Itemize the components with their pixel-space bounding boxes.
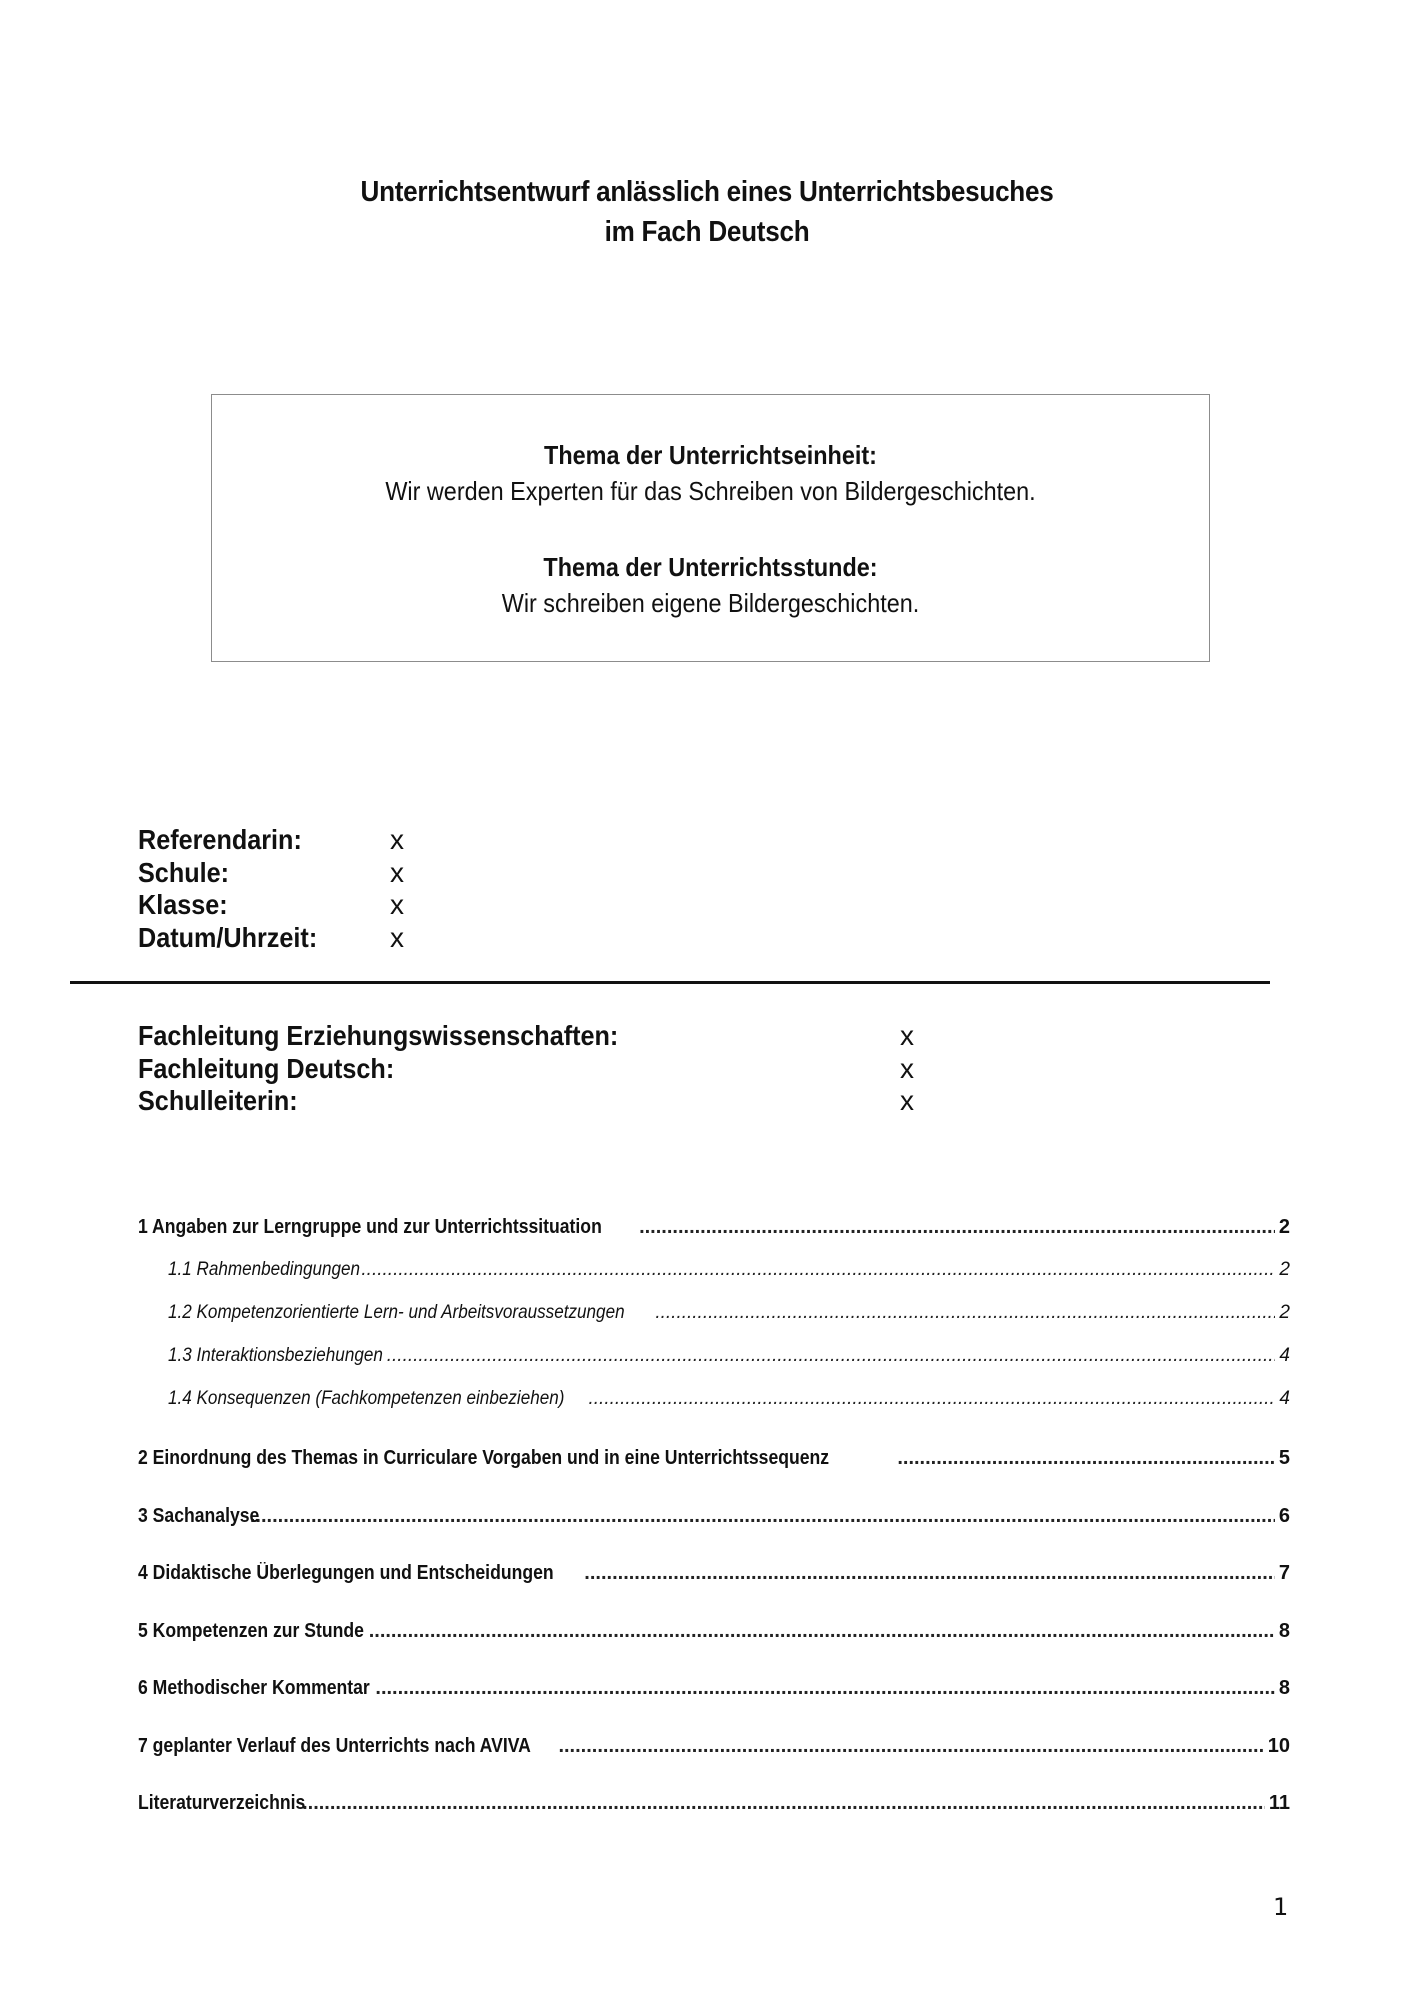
info-row-fachleitung-deutsch [138,1052,914,1086]
info-value: x [900,1020,914,1051]
document-title [71,172,1344,252]
toc-leader-dots [369,1620,1275,1643]
toc-entry-page: 2 [1278,1216,1290,1238]
supervisor-info [138,1020,914,1118]
info-row-datum [138,921,404,955]
toc-entry-page: 7 [1278,1562,1290,1584]
toc-entry-page: 11 [1268,1792,1290,1814]
info-label: Schulleiterin: [138,1085,298,1116]
lesson-theme-value: Wir schreiben eigene Bildergeschichten. [501,588,920,618]
toc-entry-page: 6 [1278,1505,1290,1527]
info-value: x [900,1052,914,1084]
toc-leader-dots [558,1735,1263,1758]
toc-entry-title: 7 geplanter Verlauf des Unterrichts nach AVIVA [138,1735,531,1757]
toc-entry-page: 4 [1279,1388,1290,1409]
toc-entry-title: 5 Kompetenzen zur Stunde [138,1620,364,1642]
info-label: Referendarin: [138,824,302,855]
toc-entry[interactable] [138,1345,1290,1367]
info-value: x [390,824,404,855]
toc-entry[interactable] [138,1562,1290,1585]
toc-leader-dots [375,1677,1274,1700]
info-row-referendarin [138,824,404,857]
unit-theme-value: Wir werden Experten für das Schreiben von Bildergeschichten. [385,476,1036,506]
toc-entry-title: 1.3 Interaktionsbeziehungen [168,1345,383,1366]
title-line-1: Unterrichtsentwurf anlässlich eines Unterrichtsbesuches [360,176,1054,208]
lesson-theme-label: Thema der Unterrichtsstunde: [543,552,878,582]
info-label: Klasse: [138,889,228,920]
toc-leader-dots [387,1345,1276,1367]
toc-entry-title: 1.2 Kompetenzorientierte Lern- und Arbeitsvoraussetzungen [168,1302,625,1323]
title-line-2: im Fach Deutsch [604,216,810,248]
info-row-fachleitung-ew [138,1020,914,1053]
info-label: Fachleitung Erziehungswissenschaften: [138,1020,619,1051]
toc-entry-page: 2 [1279,1259,1290,1280]
unit-theme-label: Thema der Unterrichtseinheit: [544,440,877,470]
info-value: x [390,889,404,920]
toc-entry-title: 6 Methodischer Kommentar [138,1677,370,1699]
info-label: Schule: [138,856,230,888]
toc-entry[interactable] [138,1677,1290,1700]
info-label: Fachleitung Deutsch: [138,1052,395,1084]
toc-entry[interactable] [138,1505,1290,1528]
toc-entry-title: 4 Didaktische Überlegungen und Entscheidungen [138,1562,554,1584]
toc-entry-title: 1.4 Konsequenzen (Fachkompetenzen einbeziehen) [168,1388,565,1409]
toc-entry-page: 5 [1278,1447,1290,1469]
theme-box [211,394,1210,662]
toc-leader-dots [584,1562,1275,1585]
toc-entry-title: 1 Angaben zur Lerngruppe und zur Unterrichtssituation [138,1216,602,1238]
toc-entry-title: 2 Einordnung des Themas in Curriculare Vorgaben und in eine Unterrichtssequenz [138,1447,830,1469]
toc-entry-title: Literaturverzeichnis [138,1792,306,1814]
toc-entry-title: 1.1 Rahmenbedingungen [168,1259,361,1280]
info-label: Datum/Uhrzeit: [138,921,318,953]
toc-leader-dots [655,1302,1275,1324]
trainee-info [138,824,404,954]
toc-entry[interactable] [138,1447,1290,1470]
toc-entry[interactable] [138,1388,1290,1410]
info-row-schulleiterin [138,1085,914,1118]
horizontal-divider [70,981,1270,984]
toc-entry-page: 8 [1278,1620,1290,1642]
toc-leader-dots [250,1505,1275,1528]
toc-leader-dots [588,1388,1275,1410]
unit-theme [212,437,1209,509]
toc-entry[interactable] [138,1735,1290,1758]
toc-entry-title: 3 Sachanalyse [138,1505,260,1527]
toc-entry[interactable] [138,1302,1290,1324]
info-row-klasse [138,889,404,922]
toc-entry[interactable] [138,1620,1290,1643]
toc-entry-page: 10 [1267,1735,1290,1757]
toc-entry[interactable] [138,1259,1290,1281]
info-value: x [900,1085,914,1116]
lesson-theme [212,549,1209,621]
toc-entry[interactable] [138,1792,1290,1815]
toc-leader-dots [897,1447,1275,1470]
toc-entry[interactable] [138,1216,1290,1239]
toc-entry-page: 4 [1279,1345,1290,1366]
toc-leader-dots [639,1216,1275,1239]
info-row-schule [138,856,404,890]
toc-entry-page: 8 [1278,1677,1290,1699]
info-value: x [390,856,404,888]
toc-leader-dots [361,1259,1275,1281]
toc-entry-page: 2 [1279,1302,1290,1323]
info-value: x [390,921,404,953]
toc-leader-dots [302,1792,1265,1815]
page-number: 1 [1273,1893,1289,1921]
